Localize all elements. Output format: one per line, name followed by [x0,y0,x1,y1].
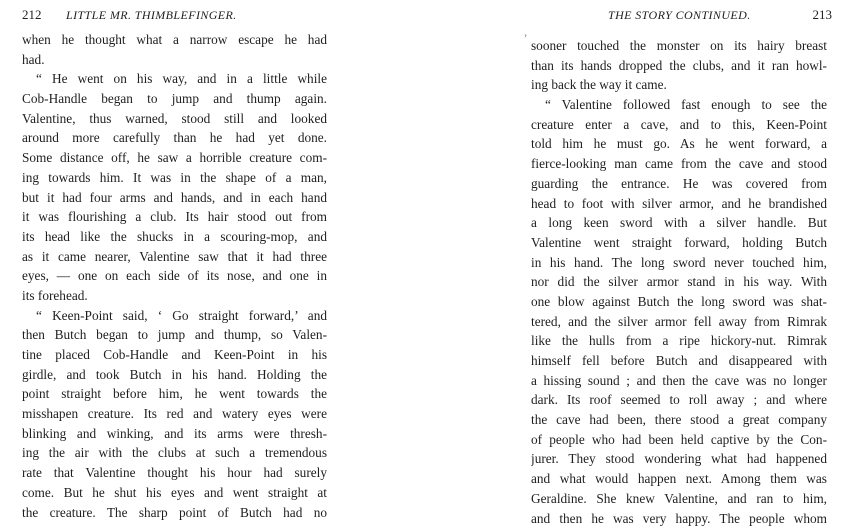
left-page-body [22,30,327,522]
text-line: eyes, — one on each side of its nose, and one in [22,266,327,286]
text-line: jurer. They stood wondering what had happened [531,449,827,469]
right-page-number: 213 [813,7,833,23]
text-line: Cob-Handle began to jump and thump again. [22,89,327,109]
text-line: one blow against Butch the long sword was shat- [531,292,827,312]
text-line: head to foot with silver armor, and he brandished [531,194,827,214]
page-gutter [345,0,520,524]
text-line: its head like the shucks in a scouring-mop, and [22,227,327,247]
text-line: Valentine went straight forward, holding Butch [531,233,827,253]
text-line: told him he must go. As he went forward, a [531,134,827,154]
right-running-title: THE STORY CONTINUED. [608,7,751,23]
text-line: fierce-looking man came from the cave and stood [531,154,827,174]
text-line: a hissing sound ; and then the cave was no longer [531,371,827,391]
left-running-title: LITTLE MR. THIMBLEFINGER. [66,7,237,23]
text-line: had. [22,50,327,70]
text-line: “ He went on his way, and in a little while [22,69,327,89]
text-line: misshapen creature. Its red and watery eyes were [22,404,327,424]
text-line: dark. Its roof seemed to roll away ; and where [531,390,827,410]
text-line: come. But he shut his eyes and went straight at [22,483,327,503]
left-page-number: 212 [22,7,42,23]
text-line: girdle, and took Butch in his hand. Holding the [22,365,327,385]
text-line: ing back the way it came. [531,75,827,95]
text-line: Valentine, thus warned, stood still and looked [22,109,327,129]
text-line: Some distance off, he saw a horrible creature com- [22,148,327,168]
text-line: the creature. The sharp point of Butch had no [22,503,327,523]
text-line: tered, and the silver armor fell away from Rimrak [531,312,827,332]
text-line: than its hands dropped the clubs, and it ran howl- [531,56,827,76]
text-line: nor did the silver armor stand in his way. With [531,272,827,292]
text-line: as it came nearer, Valentine saw that it had three [22,247,327,267]
text-line: its forehead. [22,286,327,306]
text-line: when he thought what a narrow escape he had [22,30,327,50]
text-line: Geraldine. She knew Valentine, and ran to him, [531,489,827,509]
text-line: creature enter a cave, and to this, Keen-Point [531,115,827,135]
text-line: the cave had been, there stood a great company [531,410,827,430]
right-page-body [531,36,827,528]
text-line: like the hulls from a ripe hickory-nut. Rimrak [531,331,827,351]
text-line: tine placed Cob-Handle and Keen-Point in his [22,345,327,365]
text-line: point straight before him, he went towards the [22,384,327,404]
text-line: “ Valentine followed fast enough to see the [531,95,827,115]
text-line: guarding the entrance. He was covered from [531,174,827,194]
text-line: but it had four arms and hands, and in each hand [22,188,327,208]
text-line: himself fell before Butch and disappeared with [531,351,827,371]
text-line: rate that Valentine thought his hour had surely [22,463,327,483]
text-line: of people who had been held captive by the Con- [531,430,827,450]
left-page [0,0,345,524]
text-line: ing the air with the clubs at such a tremendous [22,443,327,463]
text-line: “ Keen-Point said, ‘ Go straight forward,’ and [22,306,327,326]
text-line: then Butch began to jump and thump, so Valen- [22,325,327,345]
margin-mark: › [524,30,527,40]
text-line: around more carefully than he had yet done. [22,128,327,148]
text-line: and what would happen next. Among them was [531,469,827,489]
text-line: it was flourishing a club. Its hair stood out from [22,207,327,227]
right-page [520,0,851,524]
text-line: in his hand. The long sword never touched him, [531,253,827,273]
text-line: blinking and winking, and its arms were thresh- [22,424,327,444]
text-line: ing towards him. It was in the shape of a man, [22,168,327,188]
text-line: sooner touched the monster on its hairy breast [531,36,827,56]
text-line: a long keen sword with a silver handle. But [531,213,827,233]
text-line: and then he was very happy. The people whom [531,509,827,528]
